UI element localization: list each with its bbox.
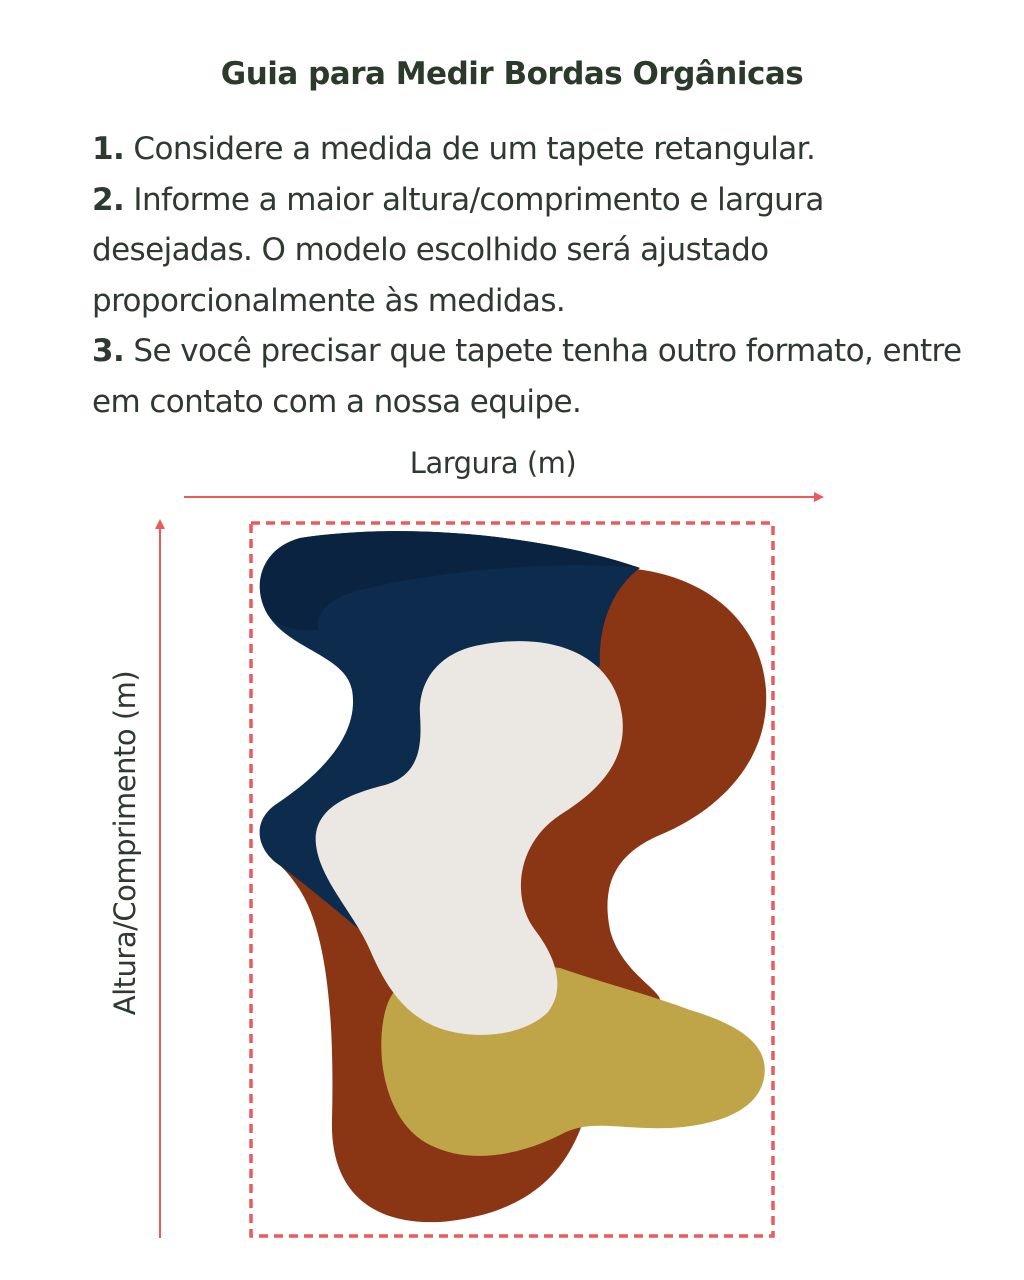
step-2-number: 2. [92,181,125,218]
step-3-number: 3. [92,333,125,369]
height-label: Altura/Comprimento (m) [108,670,142,1016]
height-arrowhead [155,519,165,529]
step-3-text: Se você precisar que tapete tenha outro formato, entre em contato com a nossa equipe. [92,333,962,420]
step-1-number: 1. [92,131,125,167]
width-arrowhead [814,492,824,502]
width-label: Largura (m) [409,446,577,480]
step-1-text: Considere a medida de um tapete retangular. [124,131,816,167]
step-2-text: Informe a maior altura/comprimento e largura desejadas. O modelo escolhido será ajustado proporcionalmente às medidas. [92,181,824,319]
page-title: Guia para Medir Bordas Orgânicas [220,56,804,92]
height-arrow [155,519,165,1238]
width-arrow [184,492,824,502]
organic-rug [260,531,767,1222]
